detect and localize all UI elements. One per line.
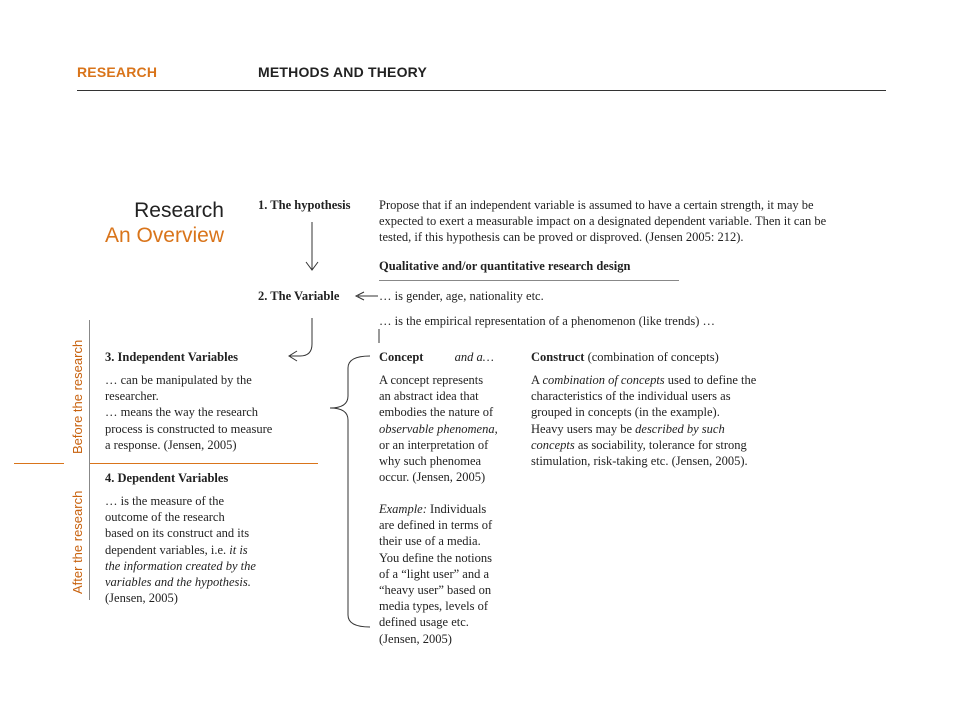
construct-l4-plain: Heavy users may be <box>531 421 636 436</box>
dependent-line: … is the measure of the <box>105 494 225 508</box>
concept-heading: Concept <box>379 350 424 364</box>
variable-line-2: … is the empirical representation of a phenomenon (like trends) … <box>379 314 716 328</box>
concept-and: and a… <box>454 350 494 364</box>
example-first: Individuals <box>426 502 487 516</box>
concept-line: occur. (Jensen, 2005) <box>379 470 486 485</box>
example-line: their use of a media. <box>379 534 481 549</box>
variable-label: 2. The Variable <box>258 289 340 303</box>
dependent-citation: (Jensen, 2005) <box>105 591 178 606</box>
example-line: (Jensen, 2005) <box>379 631 452 646</box>
variable-line-1: … is gender, age, nationality etc. <box>379 289 544 303</box>
example-line: defined usage etc. <box>379 615 469 630</box>
construct-l1-plain: A <box>531 373 543 387</box>
construct-l1-italic: combination of concepts <box>542 373 665 387</box>
dependent-line: outcome of the research <box>105 510 225 525</box>
example-line: are defined in terms of <box>379 518 493 533</box>
independent-line: researcher. <box>105 389 159 404</box>
title-line-1: Research <box>134 199 224 222</box>
concept-line: why such phenomea <box>379 454 482 469</box>
construct-line: grouped in concepts (in the example). <box>531 405 720 420</box>
independent-line: … means the way the research <box>105 405 259 420</box>
construct-heading: Construct <box>531 350 585 364</box>
construct-line: stimulation, risk-taking etc. (Jensen, 2005). <box>531 454 748 469</box>
hypothesis-line: expected to exert a measurable impact on a designated dependent variable. Then it can be <box>379 214 827 229</box>
concept-line: A concept represents <box>379 373 484 387</box>
construct-l5-italic: concepts <box>531 437 575 452</box>
independent-line: … can be manipulated by the <box>105 373 252 387</box>
example-line: “heavy user” based on <box>379 583 492 598</box>
hypothesis-label: 1. The hypothesis <box>258 198 351 212</box>
after-research-label: After the research <box>70 490 85 594</box>
section-label: RESEARCH <box>77 64 158 80</box>
independent-line: a response. (Jensen, 2005) <box>105 437 237 452</box>
example-line: of a “light user” and a <box>379 566 490 581</box>
concept-line: an abstract idea that <box>379 389 479 404</box>
concept-bracket <box>330 356 370 627</box>
example-label: Example: <box>379 502 427 516</box>
concept-line: or an interpretation of <box>379 437 489 452</box>
independent-line: process is constructed to measure <box>105 421 273 436</box>
construct-l4-italic: described by such <box>635 421 725 436</box>
dependent-line: based on its construct and its <box>105 526 250 541</box>
dependent-line: the information created by the <box>105 558 256 573</box>
page-subtitle: METHODS AND THEORY <box>258 64 428 80</box>
dependent-line-italic: it is <box>229 542 248 557</box>
construct-line: characteristics of the individual users as <box>531 389 731 404</box>
arrow-left-line <box>290 318 312 356</box>
example-line: media types, levels of <box>379 599 488 614</box>
concept-line: embodies the nature of <box>379 405 494 420</box>
hypothesis-line: Propose that if an independent variable is assumed to have a certain strength, it may be <box>379 198 814 212</box>
title-line-2: An Overview <box>104 224 224 247</box>
construct-heading-note: (combination of concepts) <box>584 350 719 364</box>
concept-line: observable phenomena, <box>379 421 498 436</box>
before-research-label: Before the research <box>70 339 85 454</box>
independent-variables-label: 3. Independent Variables <box>105 350 239 364</box>
research-design-label: Qualitative and/or quantitative research design <box>379 259 631 273</box>
construct-l1-rest: used to define the <box>664 373 757 387</box>
hypothesis-line: tested, if this hypothesis can be proved or disproved. (Jensen 2005: 212). <box>379 230 744 245</box>
construct-l5-rest: as sociability, tolerance for strong <box>574 437 747 452</box>
dependent-variables-label: 4. Dependent Variables <box>105 471 229 485</box>
dependent-line-text: dependent variables, i.e. <box>105 542 230 557</box>
example-line: You define the notions <box>379 550 492 565</box>
dependent-line: variables and the hypothesis. <box>105 575 251 590</box>
